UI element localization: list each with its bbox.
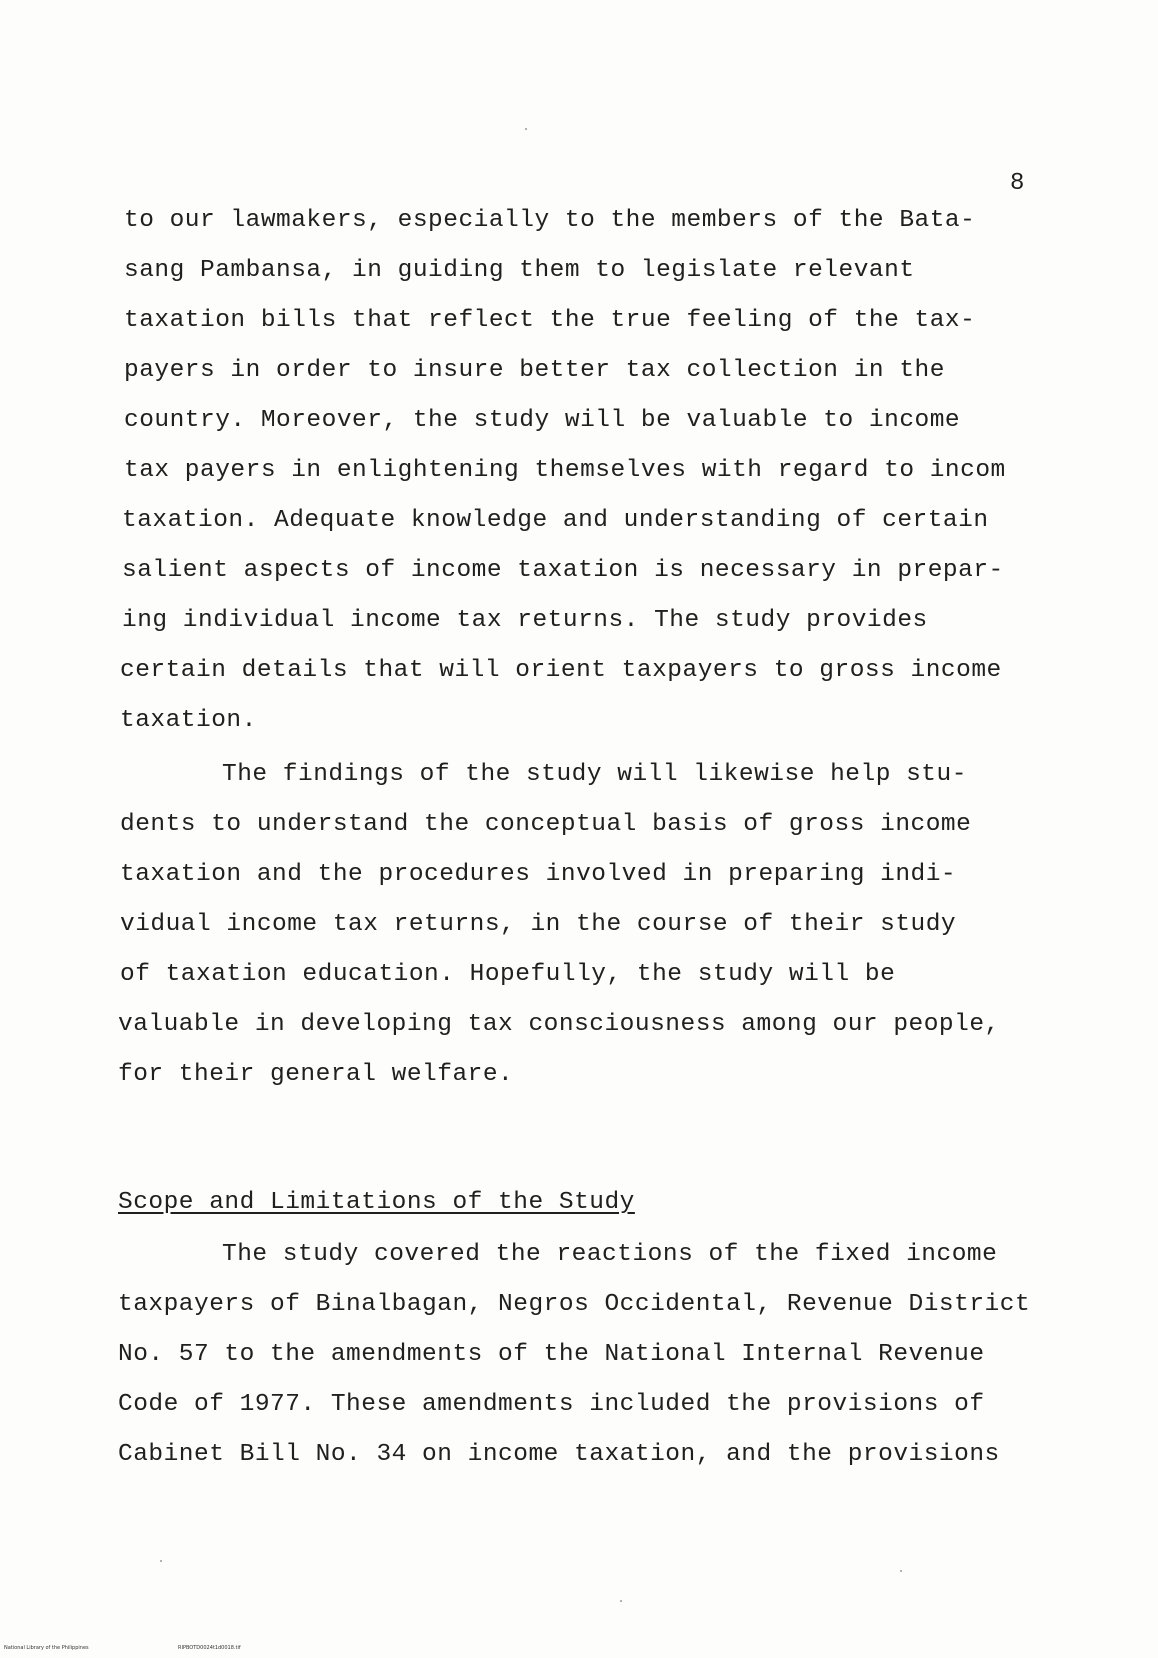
paragraph-1-line: taxation. Adequate knowledge and understanding of certain [122,507,989,534]
paragraph-1-line: payers in order to insure better tax collection in the [124,357,945,384]
paragraph-2-line: valuable in developing tax consciousness among our people, [118,1011,1000,1038]
scan-speckle [160,1560,162,1562]
scan-speckle [620,1600,622,1602]
paragraph-2-line: of taxation education. Hopefully, the study will be [120,961,896,988]
paragraph-3-line: Code of 1977. These amendments included the provisions of [118,1391,985,1418]
paragraph-3-line: The study covered the reactions of the fixed income [222,1241,998,1268]
paragraph-1-line: country. Moreover, the study will be valuable to income [124,407,961,434]
page-number: 8 [1010,170,1025,197]
scan-speckle [900,1570,902,1572]
paragraph-1-line: to our lawmakers, especially to the members of the Bata- [124,207,976,234]
paragraph-1-line: taxation bills that reflect the true feeling of the tax- [124,307,976,334]
paragraph-2-line: taxation and the procedures involved in preparing indi- [120,861,957,888]
paragraph-3-line: Cabinet Bill No. 34 on income taxation, and the provisions [118,1441,1000,1468]
footer-file-id: RIPBOTD0024t1d0018.tif [178,1645,241,1651]
paragraph-1-line: taxation. [120,707,257,734]
section-heading: Scope and Limitations of the Study [118,1189,635,1216]
paragraph-3-line: taxpayers of Binalbagan, Negros Occidental, Revenue District [118,1291,1031,1318]
paragraph-1-line: certain details that will orient taxpayers to gross income [120,657,1002,684]
paragraph-2-line: for their general welfare. [118,1061,514,1088]
footer-library-name: National Library of the Philippines [4,1645,89,1651]
paragraph-3-line: No. 57 to the amendments of the National Internal Revenue [118,1341,985,1368]
paragraph-1-line: ing individual income tax returns. The study provides [122,607,928,634]
paragraph-1-line: sang Pambansa, in guiding them to legislate relevant [124,257,915,284]
scan-speckle [525,128,527,130]
paragraph-2-line: vidual income tax returns, in the course of their study [120,911,957,938]
paragraph-2-line: The findings of the study will likewise help stu- [222,761,967,788]
paragraph-1-line: salient aspects of income taxation is necessary in prepar- [122,557,1004,584]
paragraph-2-line: dents to understand the conceptual basis of gross income [120,811,972,838]
paragraph-1-line: tax payers in enlightening themselves with regard to incom [124,457,1006,484]
